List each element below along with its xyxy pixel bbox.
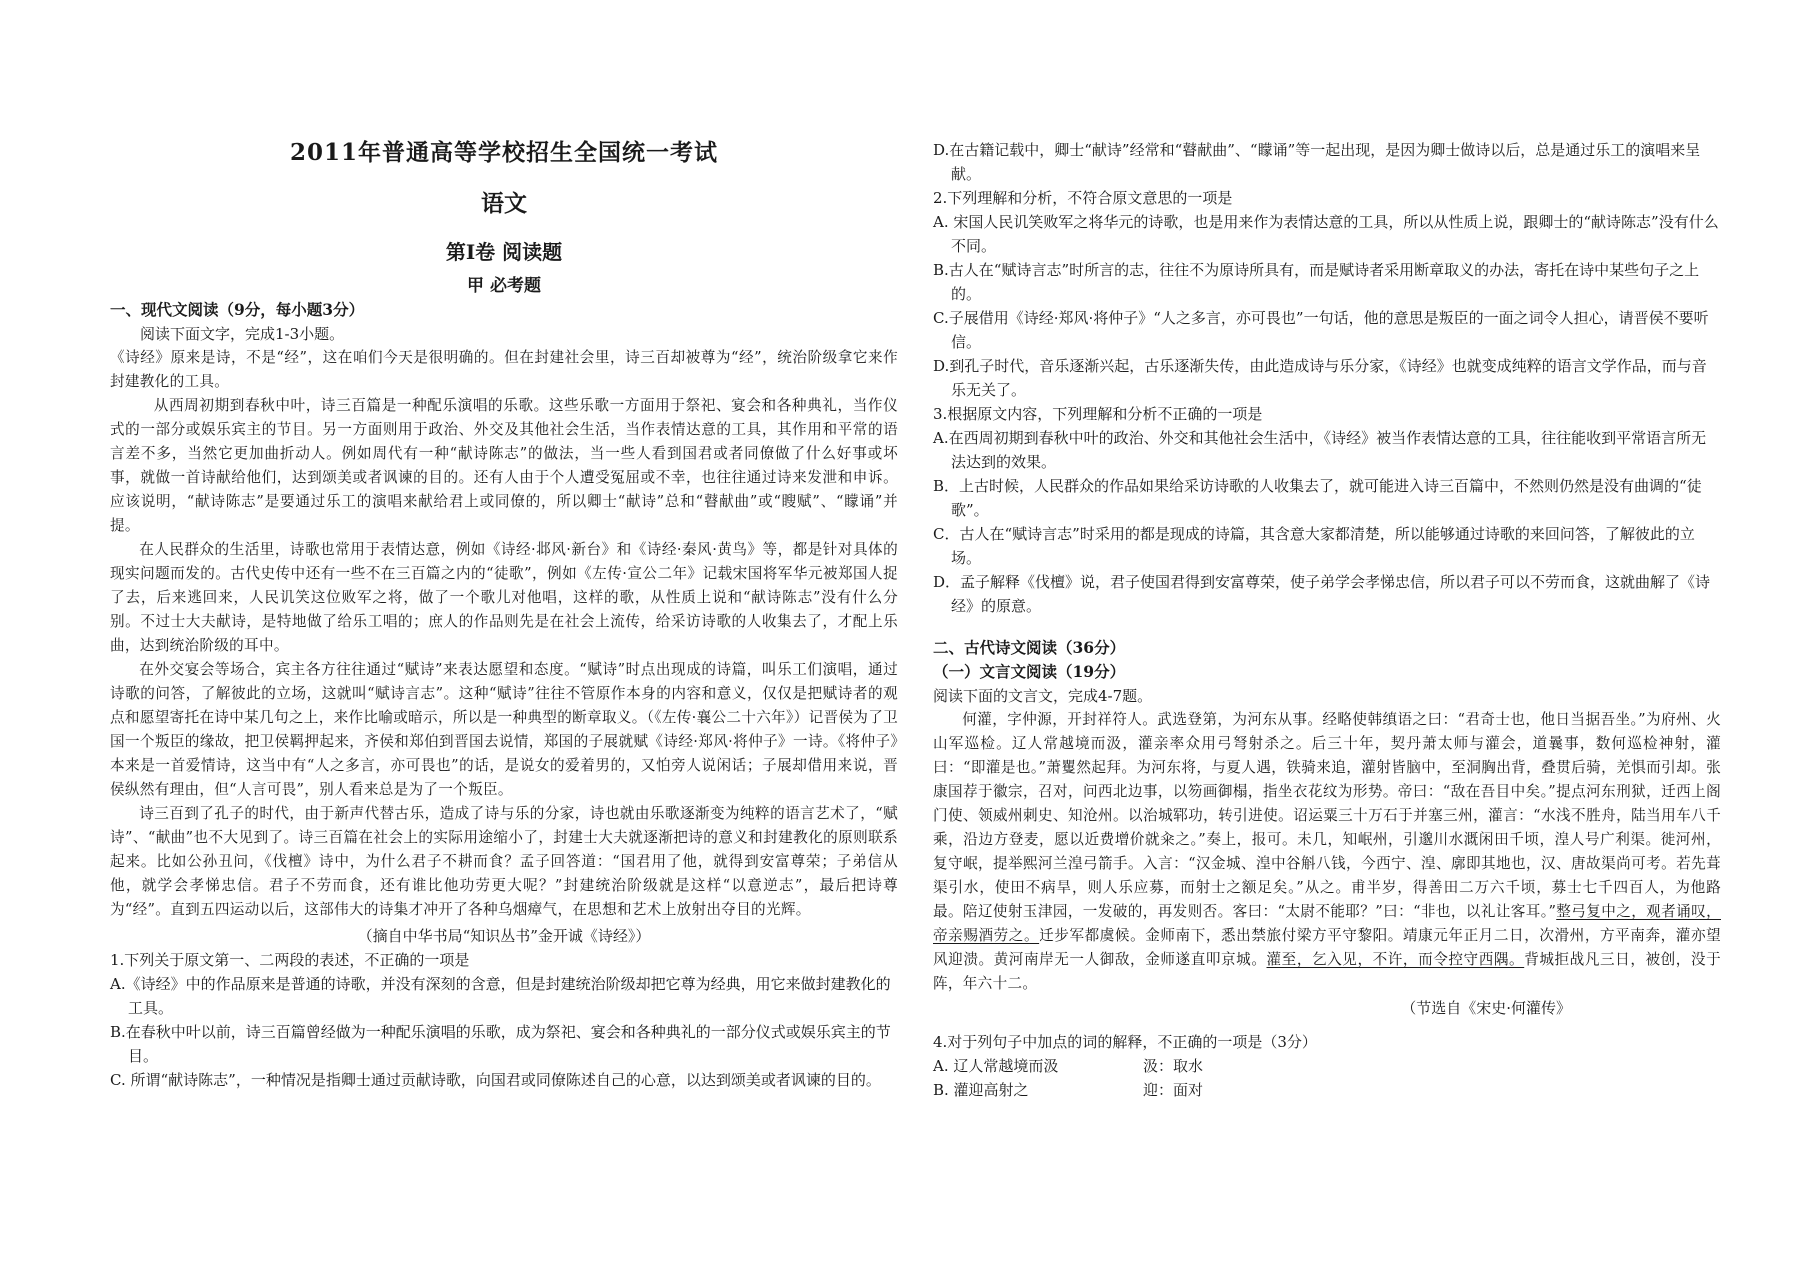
option-a-gloss: 汲：取水	[1143, 1057, 1204, 1075]
question-1-option-d: D.在古籍记载中，卿士“献诗”经常和“瞽献曲”、“矇诵”等一起出现，是因为卿士做诗以后，总是通过乐工的演唱来呈献。	[933, 141, 1701, 183]
classical-passage	[933, 708, 1721, 996]
question-1-option-c: C. 所谓“献诗陈志”，一种情况是指卿士通过贡献诗歌，向国君或同僚陈述自己的心意，以达到颂美或者讽谏的目的。	[110, 1071, 881, 1089]
question-4: 4.对于列句子中加点的词的解释，不正确的一项是（3分）	[933, 1033, 1317, 1051]
question-3-option-a: A.在西周初期到春秋中叶的政治、外交和其他社会生活中，《诗经》被当作表情达意的工具，往往能收到平常语言所无法达到的效果。	[933, 429, 1707, 471]
question-3-option-d: D．孟子解释《伐檀》说，君子使国君得到安富尊荣，使子弟学会孝悌忠信，所以君子可以不劳而食，这就曲解了《诗经》的原意。	[933, 573, 1711, 615]
right-column	[933, 138, 1721, 1102]
section-2-heading: 二、古代诗文阅读（36分）	[933, 638, 1126, 657]
underlined-sentence-1: 整弓复中之，观者诵叹，帝亲赐酒劳之。	[933, 903, 1721, 944]
question-1: 1.下列关于原文第一、二两段的表述，不正确的一项是	[110, 951, 470, 969]
classical-source: （节选自《宋史·何灌传》	[1401, 999, 1571, 1017]
passage-para-3: 在人民群众的生活里，诗歌也常用于表情达意，例如《诗经·邶风·新台》和《诗经·秦风·黄鸟》等，都是针对具体的现实问题而发的。古代史传中还有一些不在三百篇之内的“徒歌”，例如《左传·宣公二年》记载宋国将军华元被郑国人捉了去，后来逃回来，人民讥笑这位败军之将，做了一个歌儿对他唱，这样的歌，从性质上说和“献诗陈志”没有什么分别。不过士大夫献诗，是特地做了给乐工唱的；庶人的作品则先是在社会上流传，给采访诗歌的人收集去了，才配上乐曲，达到统治阶级的耳中。	[110, 541, 898, 654]
question-4-option-a	[933, 1054, 1721, 1078]
question-2-option-d: D.到孔子时代，音乐逐渐兴起，古乐逐渐失传，由此造成诗与乐分家，《诗经》也就变成纯粹的语言文学作品，而与音乐无关了。	[933, 357, 1707, 399]
section-title: 甲 必考题	[467, 276, 541, 296]
spacer-2	[933, 1020, 1721, 1030]
passage-para-5: 诗三百到了孔子的时代，由于新声代替古乐，造成了诗与乐的分家，诗也就由乐歌逐渐变为纯粹的语言艺术了，“赋诗”、“献曲”也不大见到了。诗三百篇在社会上的实际用途缩小了，封建士大夫就逐渐把诗的意义和封建教化的原则联系起来。比如公孙丑问，《伐檀》诗中，为什么君子不耕而食？孟子回答道：“国君用了他，就得到安富尊荣；子弟信从他，就学会孝悌忠信。君子不劳而食，还有谁比他功劳更大呢？”封建统治阶级就是这样“以意逆志”，最后把诗尊为“经”。直到五四运动以后，这部伟大的诗集才冲开了各种乌烟瘴气，在思想和艺术上放射出夺目的光辉。	[110, 805, 898, 918]
question-2-option-b: B.古人在“赋诗言志”时所言的志，往往不为原诗所具有，而是赋诗者采用断章取义的办法，寄托在诗中某些句子之上的。	[933, 261, 1700, 303]
subject-title: 语文	[481, 190, 527, 217]
option-b-sentence: B. 灌迎高射之	[933, 1081, 1029, 1099]
question-2-option-c: C.子展借用《诗经·郑风·将仲子》“人之多言，亦可畏也”一句话，他的意思是叛臣的一面之词令人担心，请晋侯不要听信。	[933, 309, 1709, 351]
question-2-option-a: A. 宋国人民讥笑败军之将华元的诗歌，也是用来作为表情达意的工具，所以从性质上说，跟卿士的“献诗陈志”没有什么不同。	[933, 213, 1719, 255]
classical-text-3: 背城拒战凡三日，被创，没于阵，年六十二。	[933, 951, 1721, 992]
question-3-option-b: B．上古时候，人民群众的作品如果给采访诗歌的人收集去了，就可能进入诗三百篇中，不然则仍然是没有曲调的“徒歌”。	[933, 477, 1702, 519]
passage-para-4: 在外交宴会等场合，宾主各方往往通过“赋诗”来表达愿望和态度。“赋诗”时点出现成的诗篇，叫乐工们演唱，通过诗歌的问答，了解彼此的立场，这就叫“赋诗言志”。这种“赋诗”往往不管原作本身的内容和意义，仅仅是把赋诗者的观点和愿望寄托在诗中某几句之上，来作比喻或暗示，所以是一种典型的断章取义。（《左传·襄公二十六年》）记晋侯为了卫国一个叛臣的缘故，把卫侯羁押起来，齐侯和郑伯到晋国去说情，郑国的子展就赋《诗经·郑风·将仲子》一诗。《将仲子》本来是一首爱情诗，这当中有“人之多言，亦可畏也”的话，是说女的爱着男的，又怕旁人说闲话；子展却借用来说，晋侯纵然有理由，但“人言可畏”，别人看来总是为了一个叛臣。	[110, 661, 898, 798]
spacer	[933, 618, 1721, 636]
question-4-option-b	[933, 1078, 1721, 1102]
underlined-sentence-2: 灌至，乞入见，不许，而令控守西隅。	[1266, 951, 1525, 968]
reading-instruction: 阅读下面文字，完成1-3小题。	[140, 325, 345, 343]
q1-heading: 一、现代文阅读（9分，每小题3分）	[110, 300, 365, 319]
classical-instruction: 阅读下面的文言文，完成4-7题。	[933, 687, 1153, 705]
question-3-option-c: C．古人在“赋诗言志”时采用的都是现成的诗篇，其含意大家都清楚，所以能够通过诗歌的来回问答，了解彼此的立场。	[933, 525, 1695, 567]
option-b-gloss: 迎：面对	[1143, 1081, 1204, 1099]
left-column	[110, 134, 898, 1092]
passage-source: （摘自中华书局“知识丛书”金开诚《诗经》）	[357, 927, 651, 945]
passage-para-1: 《诗经》原来是诗，不是“经”，这在咱们今天是很明确的。但在封建社会里，诗三百却被尊为“经”，统治阶级拿它来作封建教化的工具。	[110, 349, 899, 390]
question-1-option-a: A.《诗经》中的作品原来是普通的诗歌，并没有深刻的含意，但是封建统治阶级却把它尊为经典，用它来做封建教化的工具。	[110, 975, 891, 1017]
section-2-1-heading: （一）文言文阅读（19分）	[933, 662, 1126, 681]
classical-text-2: 迁步军都虞候。金师南下，悉出禁旅付梁方平守黎阳。靖康元年正月二日，次滑州，方平南奔，灌亦望风迎溃。黄河南岸无一人御敌，金师遂直叩京城。	[933, 927, 1721, 968]
passage-para-2: 从西周初期到春秋中叶，诗三百篇是一种配乐演唱的乐歌。这些乐歌一方面用于祭祀、宴会和各种典礼，当作仪式的一部分或娱乐宾主的节目。另一方面则用于政治、外交及其他社会生活，当作表情达意的工具，其作用和平常的语言差不多，当然它更加曲折动人。例如周代有一种“献诗陈志”的做法，当一些人看到国君或者同僚做了什么好事或坏事，就做一首诗献给他们，达到颂美或者讽谏的目的。还有人由于个人遭受冤屈或不幸，也往往通过诗来发泄和申诉。应该说明，“献诗陈志”是要通过乐工的演唱来献给君上或同僚的，所以卿士“献诗”总和“瞽献曲”或“瞍赋”、“矇诵”并提。	[110, 397, 898, 534]
question-1-option-b: B.在春秋中叶以前，诗三百篇曾经做为一种配乐演唱的乐歌，成为祭祀、宴会和各种典礼的一部分仪式或娱乐宾主的节目。	[110, 1023, 891, 1065]
question-3: 3.根据原文内容，下列理解和分析不正确的一项是	[933, 405, 1263, 423]
question-2: 2.下列理解和分析，不符合原文意思的一项是	[933, 189, 1233, 207]
part-title: 第Ⅰ卷 阅读题	[445, 240, 563, 264]
option-a-sentence: A. 辽人常越境而汲	[933, 1057, 1059, 1075]
classical-text-1: 何灌，字仲源，开封祥符人。武选登第，为河东从事。经略使韩缜语之曰：“君奇士也，他日当据吾坐。”为府州、火山军巡检。辽人常越境而汲，灌亲率众用弓弩射杀之。后三十年，契丹萧太师与灌会，道曩事，数何巡检神射，灌曰：“即灌是也。”萧矍然起拜。为河东将，与夏人遇，铁骑来追，灌射皆脑中，至洞胸出背，叠贯后骑，羌惧而引却。张康国荐于徽宗，召对，问西北边事，以笏画御榻，指坐衣花纹为形势。帝曰：“敌在吾目中矣。”提点河东刑狱，迁西上阁门使、领威州刺史、知沧州。以治城郓功，转引进使。诏运粟三十万石于并塞三州，灌言：“水浅不胜舟，陆当用车八千乘，沿边方登麦，愿以近费增价就籴之。”奏上，报可。未几，知岷州，引邈川水溉闲田千顷，湟人号广利渠。徙河州，复守岷，提举熙河兰湟弓箭手。入言：“汉金城、湟中谷斛八钱，今西宁、湟、廓即其地也，汉、唐故渠尚可考。若先葺渠引水，使田不病旱，则人乐应募，而射士之额足矣。”从之。甫半岁，得善田二万六千顷，募士七千四百人，为他路最。陪辽使射玉津园，一发破的，再发则否。客曰：“太尉不能耶？”曰：“非也，以礼让客耳。”	[933, 711, 1721, 920]
exam-title: 2011年普通高等学校招生全国统一考试	[289, 139, 718, 166]
